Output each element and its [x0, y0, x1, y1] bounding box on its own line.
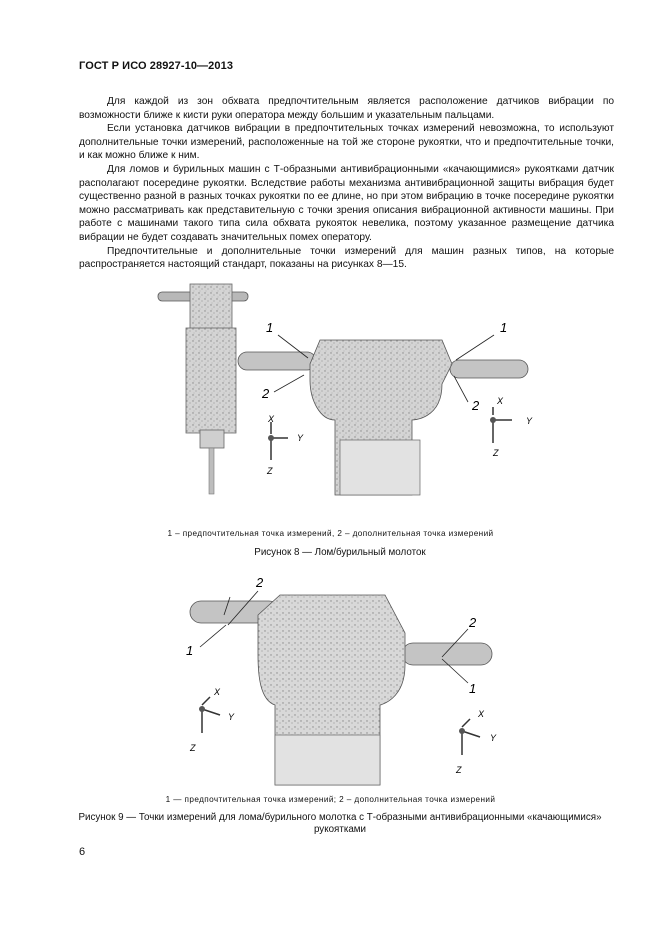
page-number: 6 — [79, 846, 86, 858]
figure-8-illustration — [150, 280, 533, 495]
callout-2-right: 2 — [469, 615, 477, 630]
paragraph: Если установка датчиков вибрации в предпочтительных точках измерений невозможна, то используют дополнительные точки измерений, расположенные на той же стороне рукоятки, что и предпочтительные точки, и как можно ближе к ним. — [79, 123, 614, 162]
breaker-handle-closeup — [238, 340, 528, 495]
axis-y-label: Y — [228, 712, 235, 722]
axis-x-label: X — [478, 709, 485, 719]
callout-2-left: 2 — [262, 386, 270, 401]
callout-2-right: 2 — [472, 398, 480, 413]
paragraph: Для ломов и бурильных машин с Т-образными антивибрационными «качающимися» рукоятками датчик располагают посередине рукоятки. Вследствие работы механизма антивибрационной защиты вибрация будет существенно разной в разных точках рукоятки по ее длине, но при этом вибрацию в точке посередине рукоятки можно рассматривать как представительную с точки зрения описания вибрационной активности машины. При работе с машинами такого типа сила обхвата рукояток невелика, поэтому указанное размещение датчика вибрации не будет создавать значительных помех оператору. — [79, 163, 614, 243]
breaker-small-view — [158, 284, 248, 494]
axis-z-label: Z — [190, 743, 196, 753]
axes-indicator-left — [189, 687, 235, 753]
figure-8-caption: Рисунок 8 — Лом/бурильный молоток — [254, 547, 426, 558]
paragraph: Предпочтительные и дополнительные точки измерений для машин разных типов, на которые распространяется настоящий стандарт, показаны на рисунках 8—15. — [79, 245, 614, 271]
axis-z-label: Z — [267, 466, 273, 476]
figure-9-caption: Рисунок 9 — Точки измерений для лома/бурильного молотка с Т-образными антивибрационными «качающимися» рукоятками — [78, 812, 602, 835]
axis-x-label: X — [497, 396, 504, 406]
axis-y-label: Y — [526, 416, 533, 426]
callout-1-right: 1 — [469, 681, 477, 696]
axes-indicator-right — [455, 709, 497, 775]
callout-1-left: 1 — [186, 643, 194, 658]
axis-y-label: Y — [490, 733, 497, 743]
document-header: ГОСТ Р ИСО 28927-10—2013 — [79, 60, 234, 72]
axes-indicator-left — [266, 414, 304, 476]
callout-1-right: 1 — [500, 320, 508, 335]
callout-2-left: 2 — [256, 575, 264, 590]
axis-z-label: Z — [493, 448, 499, 458]
figure-9-legend: 1 — предпочтительная точка измерений; 2 – дополнительная точка измерений — [165, 795, 496, 804]
callout-1-left: 1 — [266, 320, 274, 335]
body-text — [79, 95, 614, 272]
axis-x-label: X — [214, 687, 221, 697]
axis-x-label: X — [268, 414, 275, 424]
figure-9-illustration — [180, 575, 510, 785]
axis-y-label: Y — [297, 433, 304, 443]
breaker-t-handle-closeup — [190, 595, 492, 785]
axes-indicator-right — [490, 396, 533, 458]
figure-8-legend: 1 – предпочтительная точка измерений, 2 – дополнительная точка измерений — [167, 529, 494, 538]
axis-z-label: Z — [456, 765, 462, 775]
paragraph: Для каждой из зон обхвата предпочтительным является расположение датчиков вибрации по возможности ближе к кисти руки оператора между большим и указательным пальцами. — [79, 96, 614, 121]
